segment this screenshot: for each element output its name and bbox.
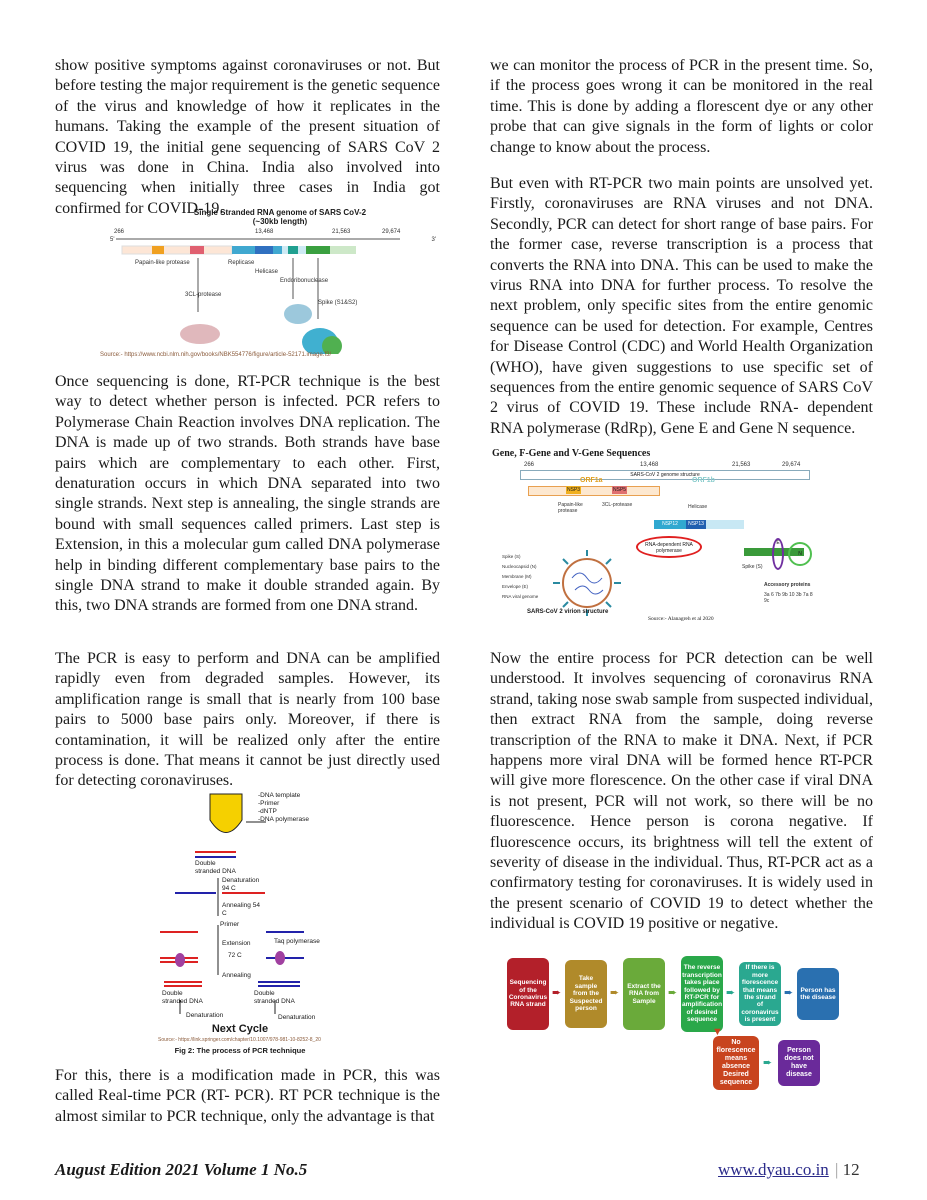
- edition-label: August Edition 2021 Volume 1 No.5: [55, 1160, 308, 1179]
- input-item: -DNA polymerase: [258, 816, 309, 823]
- extension-label: Extension: [222, 940, 251, 947]
- figure-caption: Fig 2: The process of PCR technique: [174, 1046, 306, 1055]
- annealing-label: Annealing 54 C: [222, 902, 260, 917]
- den2-label: Denaturation: [186, 1012, 224, 1019]
- input-item: -dNTP: [258, 808, 277, 815]
- genome-bar: [110, 234, 450, 354]
- figure-source: Source:- Alanagreh et al 2020: [648, 616, 714, 622]
- right-paragraph-2: But even with RT-PCR two main points are unsolved yet. Firstly, coronaviruses are RNA viruses and not DNA. Secondly, PCR can detect for short range of base pairs. For the former case, reverse transcription is a process that converts the RNA into DNA. This can be used to make the virus RNA into DNA for further process. To resolve the next problem, only specific sites from the entire genomic sequence can be used for detection. For example, Centres for Disease Control (CDC) and World Health Organization (WHO), have given suggestions to use specific set of sequences from the entire genomic sequence of SARS CoV 2 virus of COVID 19. These include RNA- dependent RNA polymerase (RdRp), Gene E and Gene N sequence.: [490, 175, 873, 437]
- ds3-label: Double stranded DNA: [254, 990, 295, 1005]
- arrow-icon: ➨: [552, 987, 562, 999]
- taq-label: Taq polymerase: [274, 938, 320, 945]
- figure-title: Gene, F-Gene and V-Gene Sequences: [492, 448, 651, 459]
- flow-step-2: Take sample from the Suspected person: [565, 960, 607, 1028]
- right-paragraph-1: we can monitor the process of PCR in the present time. So, if the process goes wrong it can be monitored in the real time. This is done by adding a florescent dye or any other probe that can give signals in the form of lights or color change to know about the process.: [490, 57, 873, 156]
- label: Spike (S1&S2): [318, 300, 358, 306]
- annealing2-label: Annealing: [222, 972, 251, 979]
- virion-label: SARS-CoV 2 virion structure: [527, 609, 609, 615]
- denaturation-label: Denaturation 94 C: [222, 877, 260, 892]
- accessory-label: Accessory proteins: [764, 582, 811, 588]
- tick: 266: [114, 229, 125, 235]
- label: Replicase: [228, 260, 255, 266]
- three-prime: 3': [431, 237, 436, 243]
- arrow-icon: ➨: [763, 1057, 773, 1069]
- tick: 21,563: [732, 462, 751, 468]
- flow-negative-result: Person does not have disease: [778, 1040, 820, 1086]
- ds-label: Double stranded DNA: [195, 860, 236, 875]
- 3cl-label: 3CL-protease: [602, 502, 633, 508]
- gene-sequences-figure: [492, 448, 872, 638]
- left-paragraph-3: The PCR is easy to perform and DNA can be amplified rapidly even from degraded samples. However, its amplification range is small that is nearly from 100 base pairs to 5000 base pairs only. Moreover, if there is contamination, it will be realized only after the entire process is done. That means it cannot be just directly used for detecting coronaviruses.: [55, 650, 440, 790]
- den3-label: Denaturation: [278, 1014, 316, 1021]
- input-item: -Primer: [258, 800, 280, 807]
- flow-step-3: Extract the RNA from Sample: [623, 958, 665, 1030]
- orf1b-label: ORF1b: [692, 477, 715, 484]
- figure-title: Single Stranded RNA genome of SARS CoV-2: [193, 208, 367, 217]
- tick: 29,674: [782, 462, 801, 468]
- helicase-label: Helicase: [688, 504, 708, 510]
- tick: 29,674: [382, 229, 401, 235]
- tick: 13,468: [255, 229, 274, 235]
- primer-label: Primer: [220, 921, 240, 928]
- virion-part: Membrane (M): [502, 574, 532, 579]
- spike-label: Spike (S): [742, 564, 763, 570]
- arrow-icon: ➨: [726, 987, 736, 999]
- website-link[interactable]: www.dyau.co.in: [718, 1160, 829, 1179]
- ds2-label: Double stranded DNA: [162, 990, 203, 1005]
- nsp12: NSP12: [654, 520, 686, 529]
- next-cycle: Next Cycle: [211, 1023, 269, 1035]
- extension-temp: 72 C: [228, 952, 242, 959]
- flow-step-5: If there is more florescence that means the strand of coronavirus is present: [739, 962, 781, 1026]
- rdrp-label: RNA-dependent RNA polymerase: [636, 536, 702, 558]
- right-paragraph-3: Now the entire process for PCR detection can be well understood. It involves sequencing of coronavirus RNA strand, taking nose swab sample from suspected individual, then extract RNA from the sample, doing reverse transcription of the RNA to make it DNA. Next, if PCR happens more viral DNA will be formed hence RT-PCR will give more florescence. On the other case if viral DNA is not present, PCR will not work, so there will be no fluorescence. Hence person is corona negative. If fluorescence occurs, its brightness will tell the extent of severity of disease in the individual. Thus, RT-PCR act as a confirmatory testing for coronaviruses. It is widely used in the present scenario of COVID 19 to detect whether the individual is COVID 19 positive or negative.: [490, 650, 873, 933]
- nsp5: NSP5: [613, 487, 627, 493]
- flow-step-6: Person has the disease: [797, 968, 839, 1020]
- papain-label: Papain-like protease: [558, 502, 583, 514]
- left-paragraph-4: For this, there is a modification made in PCR, this was called Real-time PCR (RT- PCR). RT PCR technique is the almost similar to PCR technique, only the advantage is that: [55, 1067, 440, 1125]
- nsp3: NSP3: [567, 487, 581, 493]
- virion-part: Envelope (E): [502, 584, 529, 589]
- arrow-icon: ➨: [610, 987, 620, 999]
- left-paragraph-2: Once sequencing is done, RT-PCR technique is the best way to detect whether person is infected. PCR refers to Polymerase Chain Reaction involves DNA replication. The DNA is made up of two strands. Both strands have base pairs which are complementary to each other. First, denaturation occurs in which DNA separated into two single strands. Next step is annealing, the single strands are bound with small sequences called primers. Last step is Extension, in this a molecular gum called DNA polymerase help in binding different complementary base pairs to the single DNA strand to make it double stranded again. By this, two DNA strands are formed from one DNA strand.: [55, 373, 440, 615]
- virion-icon: [547, 548, 627, 618]
- figure-source: Source:- https://link.springer.com/chapter/10.1007/978-981-10-8252-8_20: [158, 1037, 321, 1043]
- flow-negative-step: No florescence means absence Desired sequence: [713, 1036, 759, 1090]
- page-number-value: 12: [842, 1160, 860, 1179]
- flow-step-1: Sequencing of the Coronavirus RNA strand: [507, 958, 549, 1030]
- pcr-process-figure: [150, 790, 330, 1060]
- label: Endoribonuclease: [280, 278, 329, 284]
- arrow-icon: ▼: [712, 1026, 723, 1038]
- tick: 266: [524, 462, 535, 468]
- flow-step-4: The reverse transcription takes place followed by RT-PCR for amplification of desired sequence: [681, 956, 723, 1032]
- figure-subtitle: (~30kb length): [252, 217, 308, 226]
- five-prime: 5': [110, 237, 115, 243]
- left-paragraph-1: show positive symptoms against coronaviruses or not. But before testing the major requirement is the genetic sequence of the virus and knowledge of how it replicates in the humans. Taking the example of the present situation of COVID 19, the initial gene sequencing of SARS CoV 2 virus was done in China. India also involved into sequencing when initially three cases in India got confirmed for COVID-19.: [55, 57, 440, 217]
- tick: 13,468: [640, 462, 659, 468]
- page-number: | 12: [835, 1160, 860, 1179]
- virion-part: RNA viral genome: [502, 594, 539, 599]
- figure-source: Source:- https://www.ncbi.nlm.nih.gov/books/NBK554776/figure/article-52171.image.f3/: [100, 352, 332, 358]
- rt-pcr-flowchart: [500, 950, 840, 1095]
- genome-structure-bar: SARS-CoV 2 genome structure: [520, 470, 810, 480]
- label: Papain-like protease: [135, 260, 190, 266]
- nsp13: NSP13: [686, 520, 706, 529]
- accessory-genes: 3a 6 7b 9b 10 3b 7a 8 9c: [764, 592, 813, 604]
- virion-part: Spike (S): [502, 554, 521, 559]
- label: 3CL-protease: [185, 292, 222, 298]
- gene-e: E: [772, 538, 784, 570]
- virion-part: Nucleocapsid (N): [502, 564, 537, 569]
- label: Helicase: [255, 269, 279, 275]
- arrow-icon: ➨: [668, 987, 678, 999]
- gene-n: N: [788, 542, 812, 566]
- arrow-icon: ➨: [784, 987, 794, 999]
- input-item: -DNA template: [258, 792, 301, 799]
- orf1a-label: ORF1a: [580, 477, 603, 484]
- sars-genome-figure: [100, 208, 450, 358]
- tick: 21,563: [332, 229, 351, 235]
